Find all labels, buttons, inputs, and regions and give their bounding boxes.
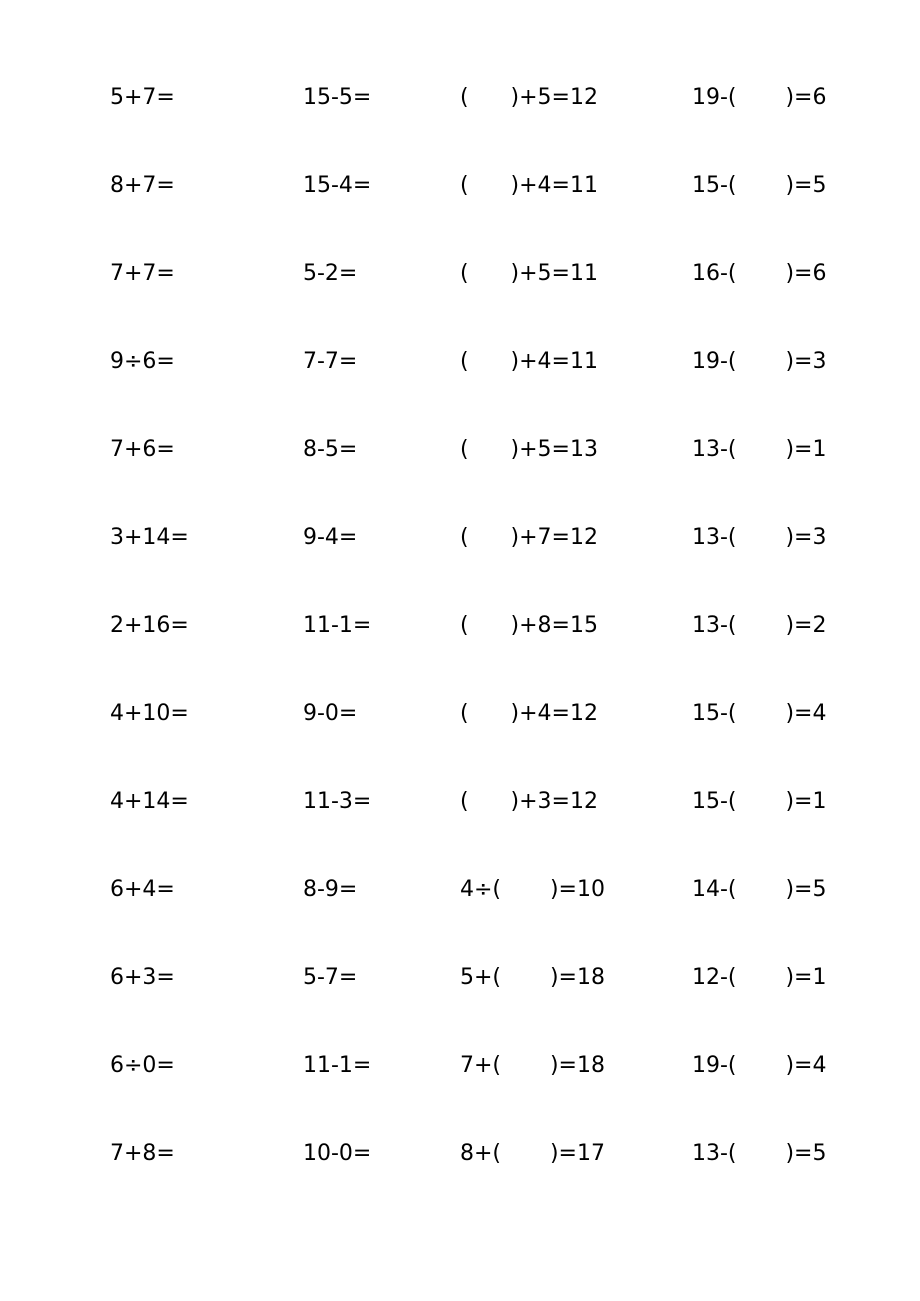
- problem: 8-9=: [303, 877, 358, 902]
- problem: ( )+4=12: [460, 701, 598, 726]
- problem: 5-7=: [303, 965, 358, 990]
- problem-row: [0, 694, 920, 734]
- problem: 6+3=: [110, 965, 175, 990]
- problem-row: [0, 166, 920, 206]
- problem-row: [0, 342, 920, 382]
- problem-row: [0, 958, 920, 998]
- problem: 8+7=: [110, 173, 175, 198]
- problem: 4÷( )=10: [460, 877, 605, 902]
- problem: 13-( )=1: [692, 437, 827, 462]
- problem: 7-7=: [303, 349, 358, 374]
- problem: 5+( )=18: [460, 965, 605, 990]
- problem: 3+14=: [110, 525, 189, 550]
- problem: 19-( )=3: [692, 349, 827, 374]
- problem: 13-( )=5: [692, 1141, 827, 1166]
- problem: ( )+5=11: [460, 261, 598, 286]
- problem: 19-( )=4: [692, 1053, 827, 1078]
- problem-row: [0, 606, 920, 646]
- problem: 19-( )=6: [692, 85, 827, 110]
- problem: 9-4=: [303, 525, 358, 550]
- problem: ( )+3=12: [460, 789, 598, 814]
- problem: ( )+8=15: [460, 613, 598, 638]
- problem: 6÷0=: [110, 1053, 175, 1078]
- problem: 7+( )=18: [460, 1053, 605, 1078]
- problem: ( )+5=12: [460, 85, 598, 110]
- problem: 7+8=: [110, 1141, 175, 1166]
- problem: ( )+5=13: [460, 437, 598, 462]
- problem: ( )+7=12: [460, 525, 598, 550]
- problem: 7+6=: [110, 437, 175, 462]
- problem: 15-( )=1: [692, 789, 827, 814]
- problem: 16-( )=6: [692, 261, 827, 286]
- problem-row: [0, 78, 920, 118]
- problem: 5-2=: [303, 261, 358, 286]
- problem: 11-1=: [303, 613, 372, 638]
- problem: ( )+4=11: [460, 349, 598, 374]
- problem: 12-( )=1: [692, 965, 827, 990]
- problem-row: [0, 254, 920, 294]
- problem: 11-1=: [303, 1053, 372, 1078]
- problem: 7+7=: [110, 261, 175, 286]
- problem-row: [0, 782, 920, 822]
- problem-row: [0, 1046, 920, 1086]
- problem: 5+7=: [110, 85, 175, 110]
- problem: 8-5=: [303, 437, 358, 462]
- problem: 6+4=: [110, 877, 175, 902]
- problem-row: [0, 870, 920, 910]
- problem: 15-( )=4: [692, 701, 827, 726]
- problem: 2+16=: [110, 613, 189, 638]
- problem: 15-5=: [303, 85, 372, 110]
- problem: 9÷6=: [110, 349, 175, 374]
- problem-row: [0, 1134, 920, 1174]
- problem: 15-( )=5: [692, 173, 827, 198]
- problem: 4+14=: [110, 789, 189, 814]
- problem: 8+( )=17: [460, 1141, 605, 1166]
- problem: ( )+4=11: [460, 173, 598, 198]
- problem: 10-0=: [303, 1141, 372, 1166]
- problem: 15-4=: [303, 173, 372, 198]
- problem: 13-( )=2: [692, 613, 827, 638]
- problem: 11-3=: [303, 789, 372, 814]
- problem: 13-( )=3: [692, 525, 827, 550]
- problem-row: [0, 430, 920, 470]
- problem: 14-( )=5: [692, 877, 827, 902]
- problem-row: [0, 518, 920, 558]
- problem: 9-0=: [303, 701, 358, 726]
- problem: 4+10=: [110, 701, 189, 726]
